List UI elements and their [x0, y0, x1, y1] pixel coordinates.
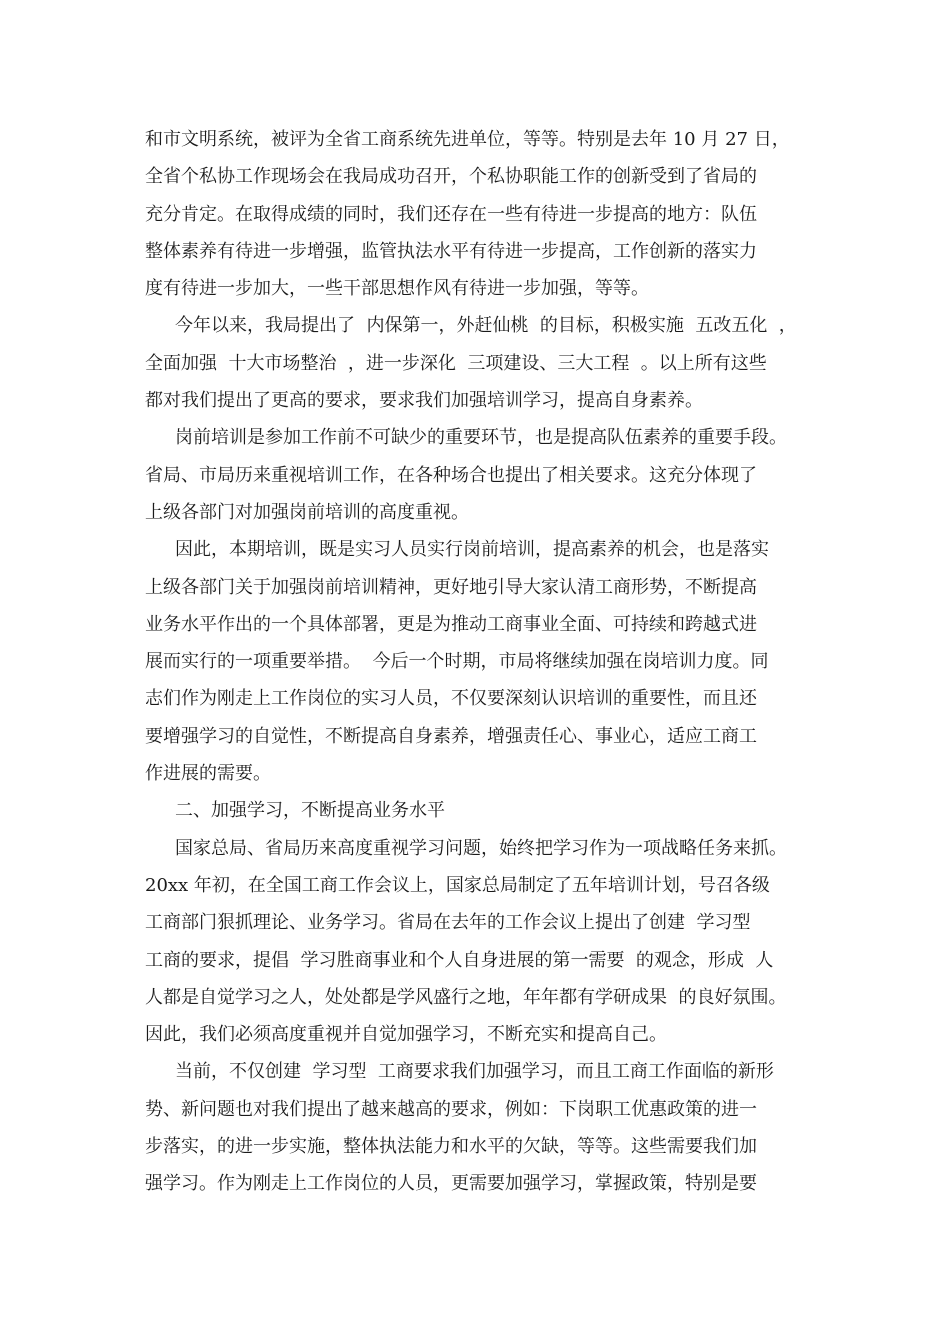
text-line: 作进展的需要。	[145, 763, 271, 785]
text-line: 强学习。作为刚走上工作岗位的人员，更需要加强学习，掌握政策，特别是要	[145, 1173, 757, 1195]
text-line: 和市文明系统，被评为全省工商系统先进单位，等等。特别是去年 10 月 27 日，	[145, 129, 790, 150]
text-line: 全面加强 十大市场整治 ，进一步深化 三项建设、三大工程 。以上所有这些	[145, 352, 767, 374]
text-line: 二、加强学习，不断提高业务水平	[175, 800, 445, 822]
text-line: 业务水平作出的一个具体部署，更是为推动工商事业全面、可持续和跨越式进	[145, 613, 757, 635]
text-line: 要增强学习的自觉性，不断提高自身素养，增强责任心、事业心，适应工商工	[145, 725, 757, 747]
text-line: 整体素养有待进一步增强，监管执法水平有待进一步提高，工作创新的落实力	[145, 240, 757, 262]
text-line: 度有待进一步加大，一些干部思想作风有待进一步加强，等等。	[145, 278, 649, 300]
text-line: 20xx 年初，在全国工商工作会议上，国家总局制定了五年培训计划，号召各级	[145, 874, 770, 896]
text-line: 势、新问题也对我们提出了越来越高的要求，例如：下岗职工优惠政策的进一	[145, 1098, 757, 1120]
text-line: 省局、市局历来重视培训工作，在各种场合也提出了相关要求。这充分体现了	[145, 464, 757, 486]
text-line: 上级各部门关于加强岗前培训精神，更好地引导大家认清工商形势，不断提高	[145, 576, 757, 598]
text-line: 工商部门狠抓理论、业务学习。省局在去年的工作会议上提出了创建 学习型	[145, 912, 751, 934]
text-line: 人都是自觉学习之人，处处都是学风盛行之地，年年都有学研成果 的良好氛围。	[145, 986, 787, 1008]
text-line: 展而实行的一项重要举措。 今后一个时期，市局将继续加强在岗培训力度。同	[145, 651, 769, 673]
text-line: 都对我们提出了更高的要求，要求我们加强培训学习，提高自身素养。	[145, 390, 703, 412]
text-line: 因此，我们必须高度重视并自觉加强学习，不断充实和提高自己。	[145, 1024, 667, 1046]
text-line: 国家总局、省局历来高度重视学习问题，始终把学习作为一项战略任务来抓。	[175, 837, 787, 859]
document-body	[145, 121, 825, 1203]
text-line: 全省个私协工作现场会在我局成功召开，个私协职能工作的创新受到了省局的	[145, 166, 757, 188]
text-line: 步落实，的进一步实施，整体执法能力和水平的欠缺，等等。这些需要我们加	[145, 1136, 757, 1158]
text-line: 因此，本期培训，既是实习人员实行岗前培训，提高素养的机会，也是落实	[175, 539, 769, 561]
text-line: 志们作为刚走上工作岗位的实习人员，不仅要深刻认识培训的重要性，而且还	[145, 688, 757, 710]
text-line: 今年以来，我局提出了 内保第一，外赶仙桃 的目标，积极实施 五改五化 ，	[175, 315, 797, 337]
text-line: 上级各部门对加强岗前培训的高度重视。	[145, 501, 469, 523]
text-line: 工商的要求，提倡 学习胜商事业和个人自身进展的第一需要 的观念，形成 人	[145, 949, 774, 971]
text-line: 充分肯定。在取得成绩的同时，我们还存在一些有待进一步提高的地方：队伍	[145, 203, 757, 225]
text-line: 当前，不仅创建 学习型 工商要求我们加强学习，而且工商工作面临的新形	[175, 1061, 774, 1083]
text-line: 岗前培训是参加工作前不可缺少的重要环节，也是提高队伍素养的重要手段。	[175, 427, 787, 449]
